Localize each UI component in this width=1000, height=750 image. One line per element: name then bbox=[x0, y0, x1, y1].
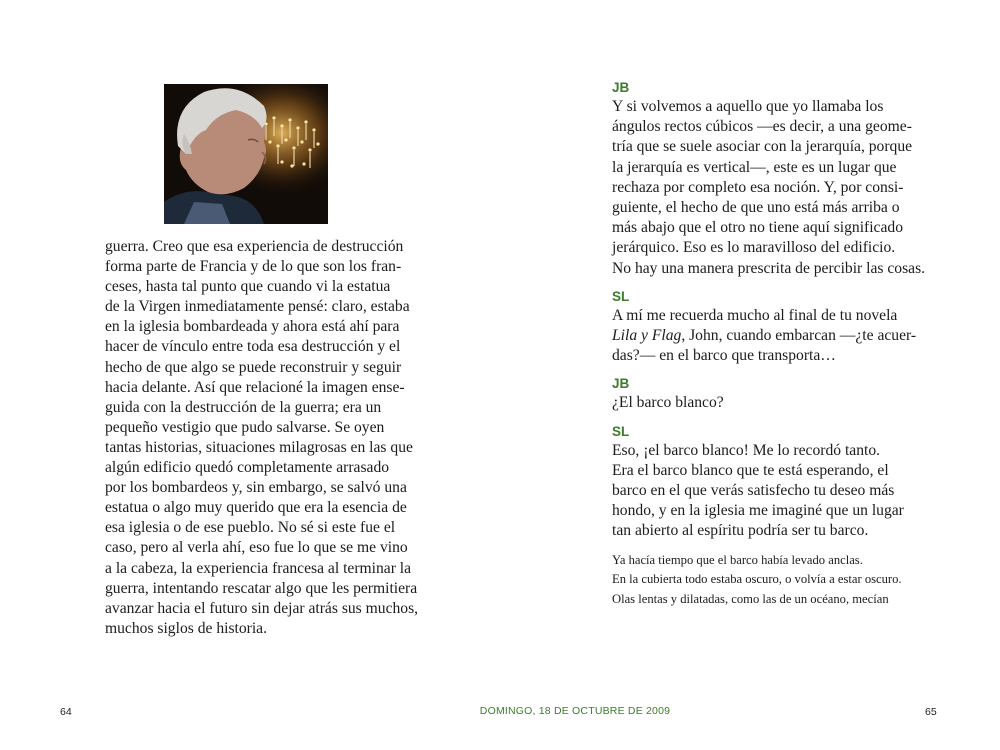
portrait-photo-icon bbox=[164, 84, 328, 224]
dialogue-block bbox=[612, 79, 942, 279]
text-line: esa iglesia o de ese pueblo. No sé si este fue el bbox=[105, 519, 396, 537]
text-line: estatua o algo muy querido que era la esencia de bbox=[105, 499, 407, 517]
quote-line: Ya hacía tiempo que el barco había levado anclas. bbox=[612, 552, 863, 567]
text-line: Eso, ¡el barco blanco! Me lo recordó tanto. bbox=[612, 441, 881, 459]
quote-line: Olas lentas y dilatadas, como las de un océano, mecían bbox=[612, 591, 889, 606]
text-line: ¿El barco blanco? bbox=[612, 394, 724, 412]
speaker-label: JB bbox=[612, 80, 630, 95]
text-line: guerra. Creo que esa experiencia de destrucción bbox=[105, 238, 404, 255]
novel-quote bbox=[612, 551, 942, 610]
page-number-right: 65 bbox=[925, 706, 937, 718]
dialogue-block bbox=[612, 288, 942, 367]
text-line: muchos siglos de historia. bbox=[105, 619, 267, 637]
text-line: guiente, el hecho de que uno está más arriba o bbox=[612, 199, 900, 217]
quote-line: En la cubierta todo estaba oscuro, o volvía a estar oscuro. bbox=[612, 572, 902, 587]
text-line: guerra, intentando rescatar algo que les permitiera bbox=[105, 579, 418, 597]
text-line: la jerarquía es vertical—, este es un lugar que bbox=[612, 158, 897, 176]
portrait-photo bbox=[164, 84, 328, 224]
speaker-paragraph bbox=[612, 97, 942, 279]
text-line: hecho de que algo se puede reconstruir y seguir bbox=[105, 358, 402, 376]
text-line: algún edificio quedó completamente arrasado bbox=[105, 459, 390, 477]
novel-title: Lila y Flag bbox=[612, 327, 682, 345]
text-line: hacia delante. Así que relacioné la imagen ense- bbox=[105, 378, 405, 396]
text-line: tan abierto al espíritu podría ser tu barco. bbox=[612, 522, 869, 540]
text-fragment: , John, cuando embarcan —¿te acuer- bbox=[681, 327, 917, 345]
speaker-paragraph bbox=[612, 393, 942, 413]
text-line: avanzar hacia el futuro sin dejar atrás sus muchos, bbox=[105, 599, 419, 617]
text-line: ángulos rectos cúbicos —es decir, a una geome- bbox=[612, 118, 912, 136]
text-line: A mí me recuerda mucho al final de tu novela bbox=[612, 306, 898, 324]
speaker-paragraph bbox=[612, 441, 942, 542]
text-line: hacer de vínculo entre toda esa destrucción y el bbox=[105, 338, 401, 356]
page-number-left: 64 bbox=[60, 706, 72, 718]
text-line: jerárquico. Eso es lo maravilloso del edificio. bbox=[612, 239, 896, 257]
speaker-label: SL bbox=[612, 423, 630, 439]
dialogue-block bbox=[612, 375, 942, 413]
left-page-text bbox=[105, 237, 429, 639]
text-line: por los bombardeos y, sin embargo, se salvó una bbox=[105, 479, 407, 497]
running-footer: DOMINGO, 18 DE OCTUBRE DE 2009 bbox=[479, 705, 671, 717]
text-line: tantas historias, situaciones milagrosas en las que bbox=[105, 438, 413, 456]
text-line: caso, pero al verla ahí, eso fue lo que se me vino bbox=[105, 539, 408, 557]
text-line: en la iglesia bombardeada y ahora está ahí para bbox=[105, 318, 400, 336]
text-line: barco en el que verás satisfecho tu deseo más bbox=[612, 482, 895, 500]
text-line bbox=[612, 326, 942, 346]
text-line: de la Virgen inmediatamente pensé: claro, estaba bbox=[105, 298, 410, 316]
text-line: guida con la destrucción de la guerra; era un bbox=[105, 398, 382, 416]
text-line: ceses, hasta tal punto que cuando vi la estatua bbox=[105, 278, 391, 296]
right-page-text bbox=[612, 79, 942, 609]
text-line: más abajo que el otro no tiene aquí significado bbox=[612, 219, 903, 237]
text-line: das?— en el barco que transporta… bbox=[612, 347, 836, 365]
text-line: tría que se suele asociar con la jerarquía, porque bbox=[612, 138, 913, 156]
text-line: Y si volvemos a aquello que yo llamaba los bbox=[612, 98, 884, 115]
dialogue-block bbox=[612, 423, 942, 542]
text-line: forma parte de Francia y de lo que son los fran- bbox=[105, 258, 402, 276]
text-line: hondo, y en la iglesia me imaginé que un lugar bbox=[612, 502, 904, 520]
text-line: rechaza por completo esa noción. Y, por consi- bbox=[612, 178, 904, 196]
text-line: Era el barco blanco que te está esperando, el bbox=[612, 461, 889, 479]
speaker-label: JB bbox=[612, 376, 630, 392]
text-line: a la cabeza, la experiencia francesa al terminar la bbox=[105, 559, 412, 577]
text-line: No hay una manera prescrita de percibir las cosas. bbox=[612, 259, 926, 277]
speaker-paragraph bbox=[612, 306, 942, 367]
speaker-label: SL bbox=[612, 288, 630, 304]
text-line: pequeño vestigio que pudo salvarse. Se oyen bbox=[105, 418, 385, 436]
